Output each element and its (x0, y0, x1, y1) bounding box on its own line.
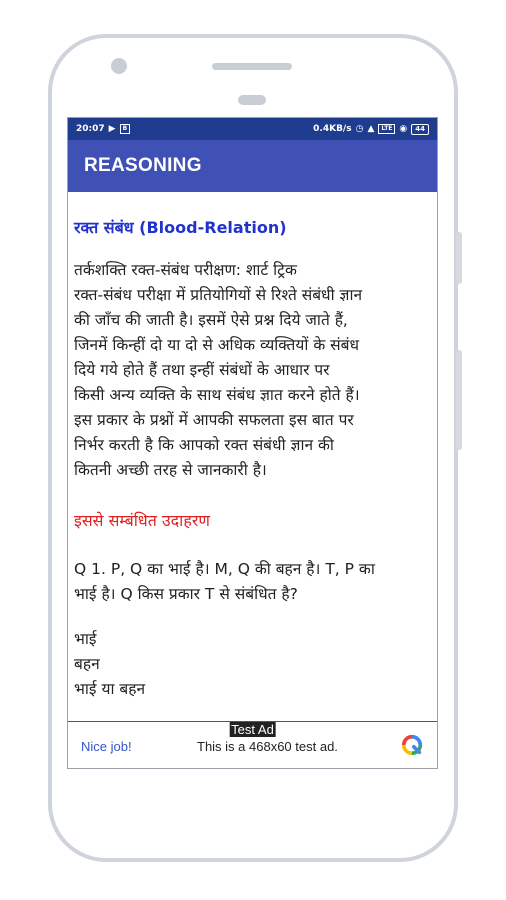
ad-logo-icon[interactable] (401, 734, 423, 756)
body-line: निर्भर करती है कि आपको रक्त संबंधी ज्ञान की (74, 436, 334, 454)
answer-options (74, 627, 431, 702)
body-line: इस प्रकार के प्रश्नों में आपकी सफलता इस बात पर (74, 411, 354, 429)
proximity-sensor (238, 95, 266, 105)
examples-heading: इससे सम्बंधित उदाहरण (74, 511, 210, 530)
answer-option: भाई या बहन (74, 680, 146, 698)
ad-text[interactable]: This is a 468x60 test ad. (197, 739, 338, 754)
ad-tag: Test Ad (231, 722, 274, 737)
power-button (456, 350, 462, 450)
status-bar (68, 118, 437, 140)
status-time: 20:07 (76, 124, 105, 134)
network-speed: 0.4KB/s (313, 124, 352, 134)
question-line: भाई है। Q किस प्रकार T से संबंधित है? (74, 585, 298, 603)
front-camera (111, 58, 127, 74)
app-title: REASONING (84, 155, 202, 176)
app-bar (68, 140, 437, 192)
question-line: Q 1. P, Q का भाई है। M, Q की बहन है। T, P का (74, 560, 375, 578)
send-icon: ▶ (108, 124, 116, 134)
body-line: कितनी अच्छी तरह से जानकारी है। (74, 461, 267, 479)
body-line: तर्कशक्ति रक्त-संबंध परीक्षण: शार्ट ट्रिक (74, 261, 297, 279)
b-icon: B (120, 124, 131, 134)
battery-icon: 44 (411, 124, 429, 135)
body-line: दिये गये होते हैं तथा इन्हीं संबंधों के आधार पर (74, 361, 330, 379)
article-content (68, 218, 437, 702)
body-line: की जाँच की जाती है। इसमें ऐसे प्रश्न दिये जाते हैं, (74, 311, 348, 329)
signal-icon: ▲ (367, 124, 375, 134)
ad-left-text[interactable]: Nice job! (81, 739, 132, 754)
body-line: जिनमें किन्हीं दो या दो से अधिक व्यक्तियों के संबंध (74, 336, 360, 354)
phone-screen (67, 117, 438, 769)
volume-button (456, 232, 462, 284)
wifi-icon: ◉ (399, 124, 408, 134)
body-line: किसी अन्य व्यक्ति के साथ संबंध ज्ञात करने होते हैं। (74, 386, 360, 404)
article-body (74, 258, 431, 483)
earpiece-speaker (212, 63, 292, 70)
answer-option: भाई (74, 630, 97, 648)
body-line: रक्त-संबंध परीक्षा में प्रतियोगियों से रिश्ते संबंधी ज्ञान (74, 286, 363, 304)
alarm-icon: ◷ (355, 124, 364, 134)
ad-banner[interactable] (68, 721, 437, 768)
lte-icon: LTE (378, 124, 395, 134)
question-text (74, 557, 431, 607)
answer-option: बहन (74, 655, 100, 673)
article-title: रक्त संबंध (Blood-Relation) (74, 218, 287, 237)
